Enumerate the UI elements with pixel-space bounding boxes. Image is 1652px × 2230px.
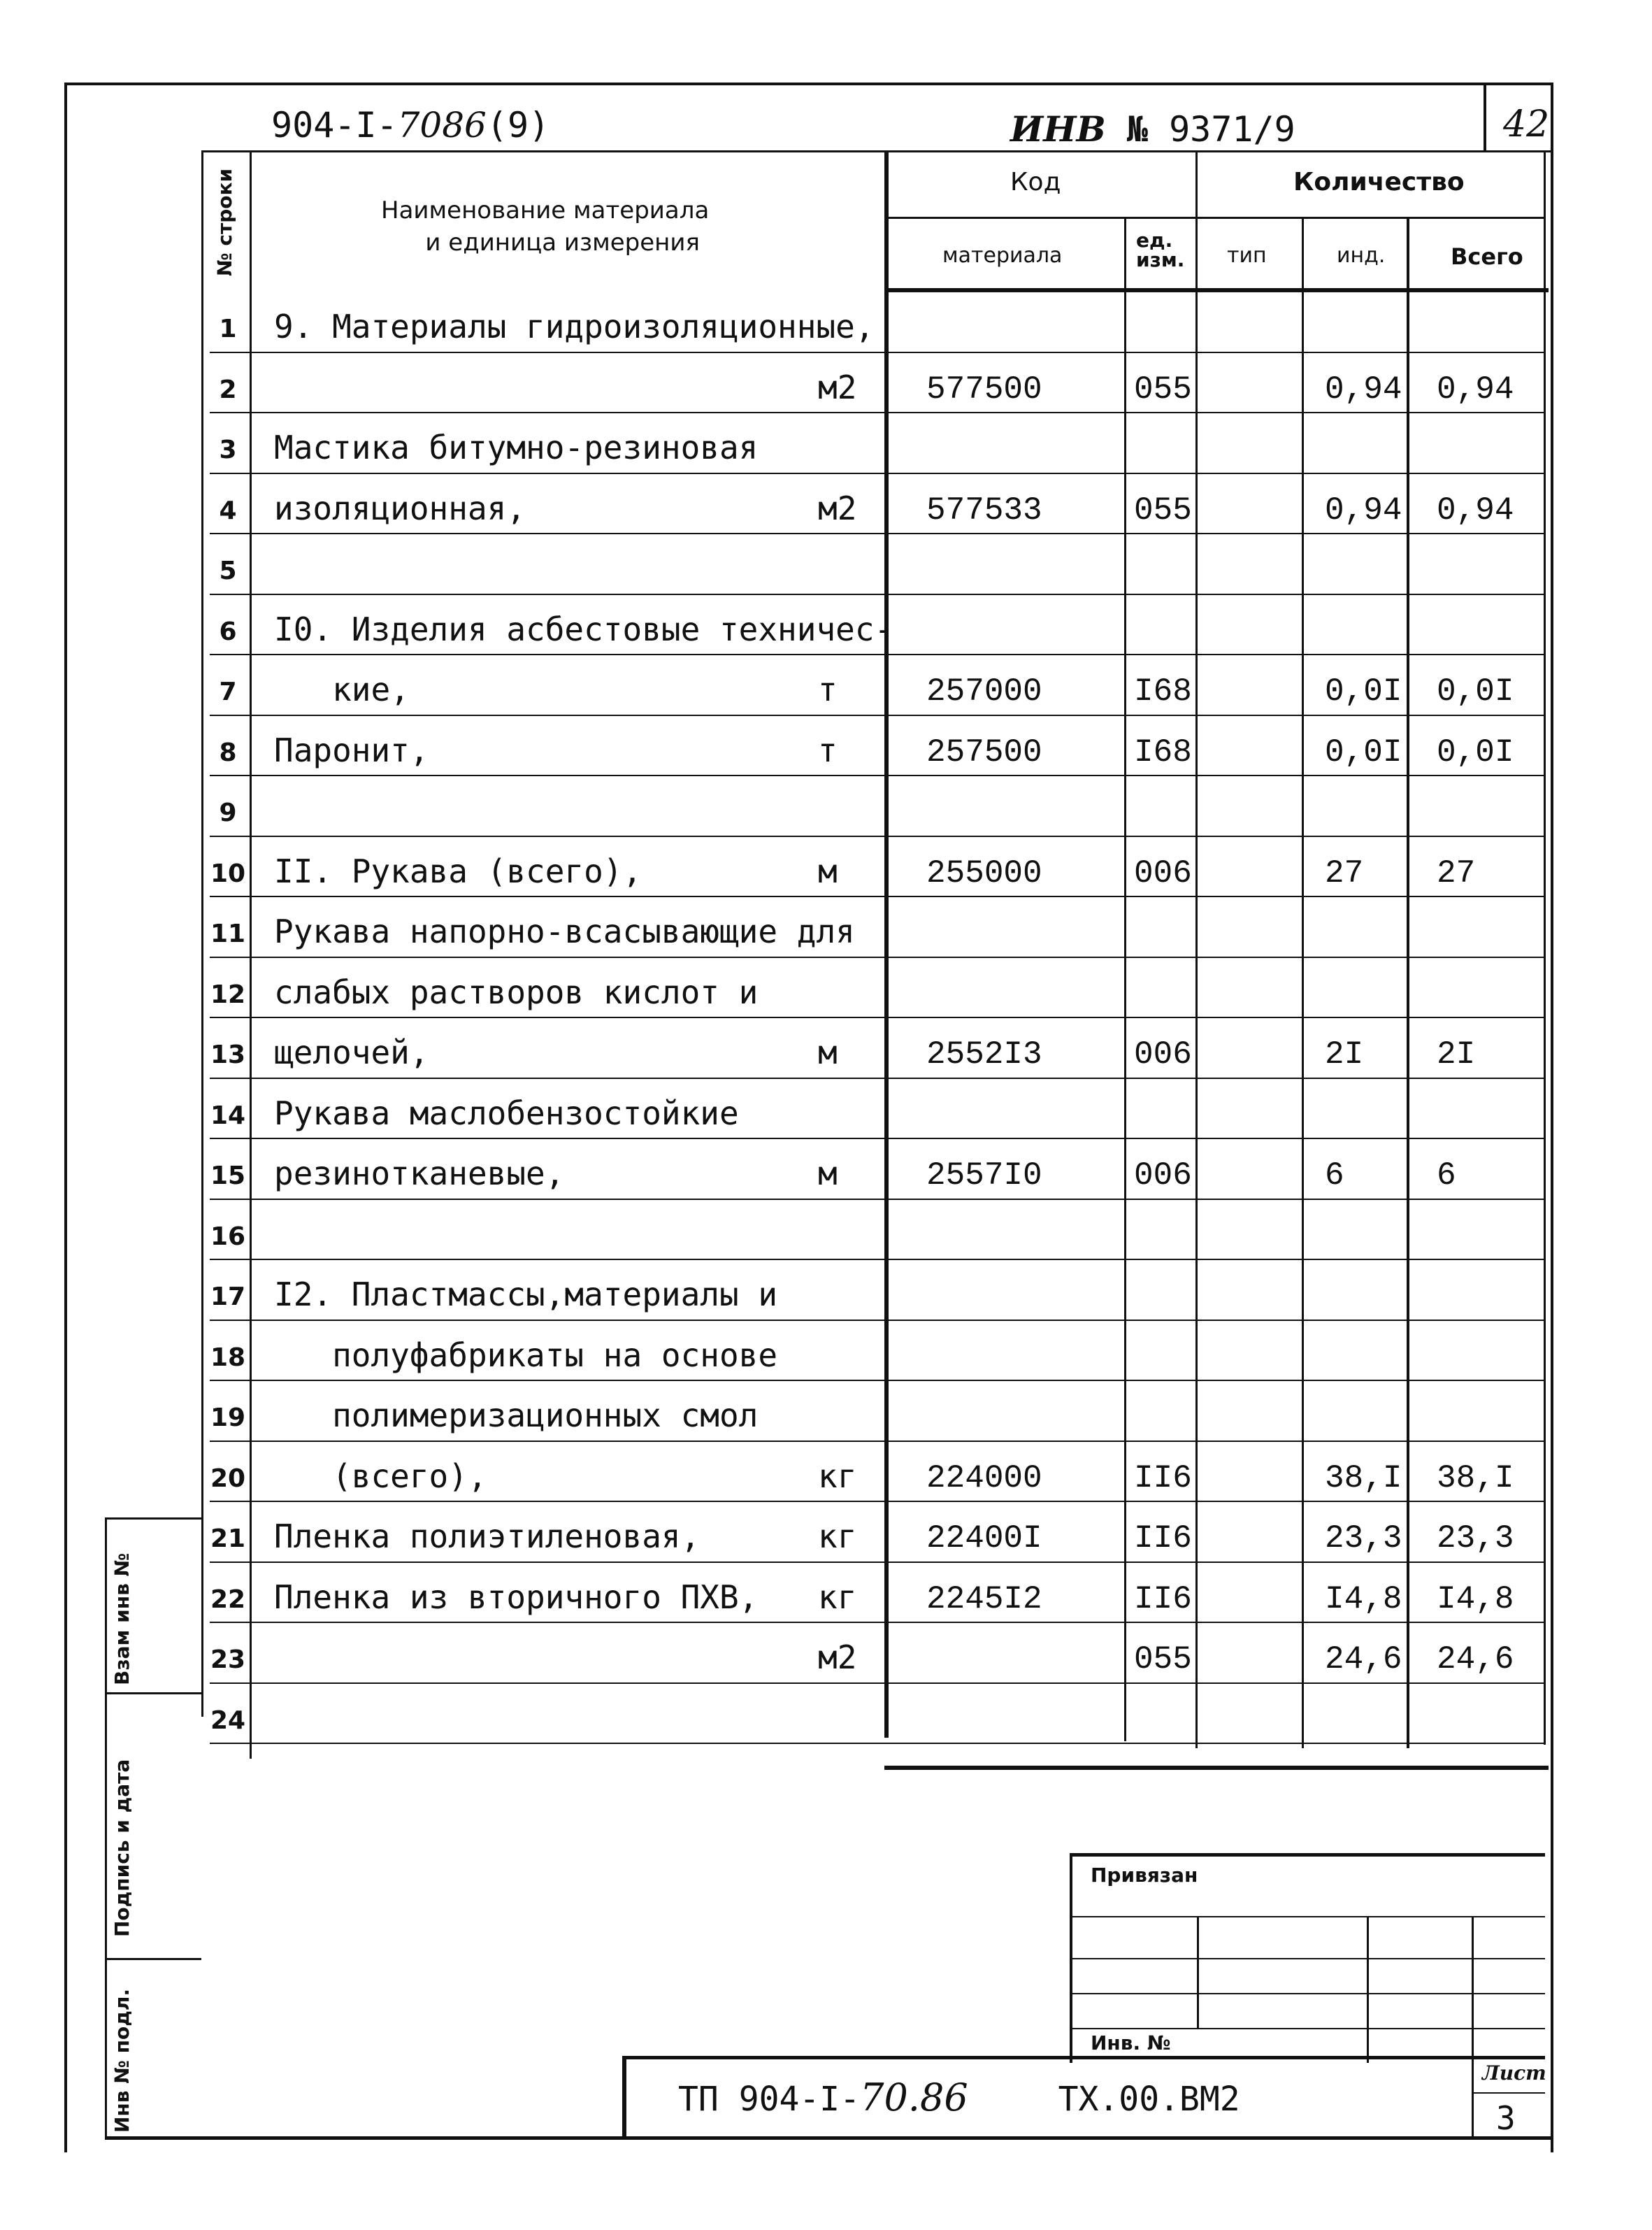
col-header-unit — [1136, 231, 1184, 270]
row-separator — [210, 775, 1545, 776]
row-material-code: 577500 — [926, 371, 1042, 408]
row-number: 23 — [210, 1645, 246, 1674]
row-material-code: 2557I0 — [926, 1157, 1042, 1194]
col-header-code: Код — [1010, 168, 1061, 196]
row-unit: м — [818, 1034, 838, 1071]
col-header-type: тип — [1227, 243, 1267, 268]
title-code-hand: 70.86 — [860, 2075, 968, 2120]
row-material-code: 224000 — [926, 1459, 1042, 1496]
row-separator — [210, 1199, 1545, 1200]
row-separator — [210, 533, 1545, 534]
side-divider-1 — [105, 1692, 201, 1694]
title-sheet-no: 3 — [1496, 2099, 1516, 2137]
row-number: 9 — [219, 799, 237, 827]
stamp-inv-no: Инв. № — [1091, 2031, 1171, 2054]
row-unit-code: 006 — [1134, 1157, 1192, 1194]
row-separator — [210, 1622, 1545, 1623]
row-name: Рукава напорно-всасывающие для — [274, 913, 855, 950]
row-separator — [210, 836, 1545, 837]
table-left-line — [201, 150, 203, 1717]
row-number: 18 — [210, 1343, 246, 1372]
row-unit: м2 — [818, 1638, 857, 1676]
row-name: изоляционная, — [274, 489, 526, 527]
page-number: 42 — [1503, 103, 1550, 145]
row-name: кие, — [274, 671, 410, 708]
row-name: щелочей, — [274, 1034, 429, 1071]
row-qty-total: 0,0I — [1437, 734, 1514, 771]
doc-code-suffix: (9) — [486, 105, 550, 145]
row-unit-code: II6 — [1134, 1459, 1192, 1496]
row-number: 15 — [210, 1162, 246, 1190]
row-number: 12 — [210, 980, 246, 1009]
frame-bottom-line — [105, 2136, 1553, 2140]
col-divider-ind — [1302, 217, 1304, 1748]
row-unit-code: I68 — [1134, 734, 1192, 771]
title-block-sheet-mid — [1472, 2092, 1545, 2094]
row-separator — [210, 715, 1545, 716]
row-separator — [210, 594, 1545, 595]
row-separator — [210, 1259, 1545, 1260]
row-separator — [210, 1078, 1545, 1079]
row-unit: кг — [818, 1457, 857, 1495]
row-name: полуфабрикаты на основе — [274, 1336, 778, 1374]
row-number: 20 — [210, 1464, 246, 1493]
stamp-row-3 — [1070, 1993, 1545, 1994]
side-vzam: Взам инв № — [110, 1552, 134, 1685]
col-header-name — [381, 189, 709, 264]
row-name: Мастика битумно-резиновая — [274, 429, 759, 466]
col-header-ind: инд. — [1337, 243, 1386, 268]
frame-top-line — [64, 83, 1553, 85]
row-name: II. Рукава (всего), — [274, 852, 642, 890]
row-separator — [210, 654, 1545, 655]
stamp-privyazan: Привязан — [1091, 1864, 1198, 1887]
row-qty-total: 0,94 — [1437, 371, 1514, 408]
col-divider-total — [1407, 217, 1409, 1748]
row-unit-code: 055 — [1134, 1641, 1192, 1678]
row-qty-ind: 23,3 — [1325, 1520, 1402, 1557]
doc-code-hand: 7086 — [397, 105, 487, 145]
row-unit: м — [818, 1155, 838, 1192]
row-qty-ind: 6 — [1325, 1157, 1344, 1194]
frame-left-line — [64, 83, 67, 2152]
title-block-code — [678, 2075, 1240, 2120]
rownum-divider — [250, 150, 252, 1759]
row-material-code: 257000 — [926, 673, 1042, 710]
col-header-total: Всего — [1451, 243, 1523, 270]
row-number: 10 — [210, 859, 246, 888]
row-material-code: 255000 — [926, 855, 1042, 892]
col-divider-unit — [1124, 217, 1126, 1741]
row-separator — [210, 896, 1545, 897]
col-header-name-line1: Наименование материала — [381, 196, 710, 224]
row-qty-total: 0,0I — [1437, 673, 1514, 710]
row-number: 21 — [210, 1524, 246, 1553]
col-header-row-no: № строки — [213, 168, 236, 276]
row-qty-total: I4,8 — [1437, 1580, 1514, 1617]
row-unit: т — [818, 731, 838, 769]
header-underline — [201, 150, 1553, 152]
row-qty-total: 6 — [1437, 1157, 1456, 1194]
row-unit: м2 — [818, 368, 857, 406]
row-unit: кг — [818, 1517, 857, 1555]
row-qty-ind: 27 — [1325, 855, 1364, 892]
row-name: Пленка полиэтиленовая, — [274, 1517, 701, 1555]
row-unit-code: 006 — [1134, 1036, 1192, 1073]
row-qty-total: 38,I — [1437, 1459, 1514, 1496]
row-material-code: 257500 — [926, 734, 1042, 771]
row-qty-total: 27 — [1437, 855, 1476, 892]
row-number: 4 — [219, 496, 237, 525]
row-name: 9. Материалы гидроизоляционные, — [274, 308, 875, 345]
row-qty-ind: 0,0I — [1325, 734, 1402, 771]
inv-sign: № — [1126, 109, 1148, 150]
row-qty-ind: 2I — [1325, 1036, 1364, 1073]
row-qty-ind: 0,0I — [1325, 673, 1402, 710]
row-name: (всего), — [274, 1457, 487, 1495]
side-col-divider — [105, 1517, 107, 2140]
row-separator — [210, 1017, 1545, 1018]
row-material-code: 22400I — [926, 1520, 1042, 1557]
row-unit: т — [818, 671, 838, 708]
row-unit: м2 — [818, 489, 857, 527]
row-number: 24 — [210, 1706, 246, 1735]
frame-right-line — [1551, 83, 1553, 2152]
col-header-unit-line1: ед. — [1136, 229, 1173, 252]
row-number: 17 — [210, 1282, 246, 1311]
row-name: слабых растворов кислот и — [274, 973, 759, 1011]
side-top-line — [105, 1517, 201, 1520]
row-number: 7 — [219, 678, 237, 706]
row-number: 13 — [210, 1041, 246, 1069]
row-name: Рукава маслобензостойкие — [274, 1094, 739, 1132]
row-name: I0. Изделия асбестовые техничес- — [274, 610, 894, 648]
title-block-top — [622, 2056, 1545, 2059]
row-separator — [210, 1441, 1545, 1442]
doc-code — [271, 105, 550, 145]
doc-code-prefix: 904-I- — [271, 105, 398, 145]
row-unit-code: I68 — [1134, 673, 1192, 710]
row-unit: кг — [818, 1578, 857, 1616]
stamp-row-2 — [1070, 1958, 1545, 1959]
row-qty-ind: 24,6 — [1325, 1641, 1402, 1678]
col-header-quantity: Количество — [1293, 168, 1465, 196]
inv-hand: ИНВ — [1010, 108, 1106, 150]
row-separator — [210, 1682, 1545, 1684]
stamp-top-line — [1070, 1853, 1545, 1857]
header-mid-line — [888, 217, 1545, 219]
row-separator — [210, 1138, 1545, 1139]
title-block-left — [622, 2056, 626, 2140]
row-qty-total: 24,6 — [1437, 1641, 1514, 1678]
col-header-unit-line2: изм. — [1136, 248, 1185, 271]
col-divider-name — [884, 150, 889, 1738]
side-divider-2 — [105, 1958, 201, 1960]
row-separator — [210, 1561, 1545, 1563]
row-name: резинотканевые, — [274, 1155, 565, 1192]
row-separator — [210, 352, 1545, 353]
row-number: 8 — [219, 738, 237, 767]
row-qty-ind: 0,94 — [1325, 492, 1402, 529]
row-separator — [210, 957, 1545, 958]
header-bottom-line — [884, 288, 1549, 292]
col-header-name-line2: и единица измерения — [425, 229, 700, 257]
row-unit-code: II6 — [1134, 1520, 1192, 1557]
row-material-code: 2552I3 — [926, 1036, 1042, 1073]
row-number: 11 — [210, 920, 246, 948]
row-number: 19 — [210, 1403, 246, 1432]
row-separator — [210, 1380, 1545, 1381]
stamp-col-1 — [1197, 1916, 1199, 2028]
row-number: 14 — [210, 1101, 246, 1130]
title-code-prefix: ТП 904-I- — [678, 2080, 861, 2119]
row-number: 6 — [219, 617, 237, 646]
row-material-code: 2245I2 — [926, 1580, 1042, 1617]
row-separator — [210, 473, 1545, 474]
col-header-material: материала — [942, 243, 1063, 268]
stamp-col-2 — [1367, 1916, 1369, 2063]
col-divider-type — [1195, 150, 1198, 1748]
row-qty-ind: I4,8 — [1325, 1580, 1402, 1617]
row-separator — [210, 1320, 1545, 1321]
stamp-row-1 — [1070, 1916, 1545, 1917]
row-separator — [210, 1501, 1545, 1502]
row-qty-total: 23,3 — [1437, 1520, 1514, 1557]
stamp-row-4 — [1070, 2028, 1545, 2029]
row-name: Пленка из вторичного ПХВ, — [274, 1578, 759, 1616]
row-number: 3 — [219, 436, 237, 464]
row-unit-code: 055 — [1134, 371, 1192, 408]
row-number: 2 — [219, 375, 237, 404]
row-qty-total: 0,94 — [1437, 492, 1514, 529]
side-inv-podl: Инв № подл. — [110, 1988, 134, 2133]
row-name: полимеризационных смол — [274, 1396, 759, 1434]
row-number: 16 — [210, 1222, 246, 1251]
inv-number — [1010, 108, 1295, 150]
row-unit: м — [818, 852, 838, 890]
row-name: Паронит, — [274, 731, 429, 769]
row-number: 5 — [219, 557, 237, 585]
side-podpis: Подпись и дата — [110, 1759, 134, 1937]
row-material-code: 577533 — [926, 492, 1042, 529]
row-qty-ind: 38,I — [1325, 1459, 1402, 1496]
row-unit-code: 006 — [1134, 855, 1192, 892]
title-sheet-label: Лист — [1482, 2061, 1546, 2085]
row-unit-code: II6 — [1134, 1580, 1192, 1617]
row-qty-ind: 0,94 — [1325, 371, 1402, 408]
col-divider-right — [1544, 150, 1546, 1745]
row-separator — [210, 1743, 1545, 1744]
row-qty-total: 2I — [1437, 1036, 1476, 1073]
table-bottom-line — [884, 1766, 1549, 1770]
page-number-divider — [1484, 83, 1486, 152]
inv-value: 9371/9 — [1169, 109, 1295, 150]
row-separator — [210, 412, 1545, 413]
row-number: 22 — [210, 1585, 246, 1614]
stamp-col-3 — [1472, 1916, 1474, 2063]
row-unit-code: 055 — [1134, 492, 1192, 529]
title-block-sheet-divider — [1472, 2056, 1474, 2140]
row-number: 1 — [219, 315, 237, 343]
title-code-suffix: ТХ.00.ВМ2 — [1058, 2080, 1240, 2119]
row-name: I2. Пластмассы,материалы и — [274, 1275, 778, 1313]
